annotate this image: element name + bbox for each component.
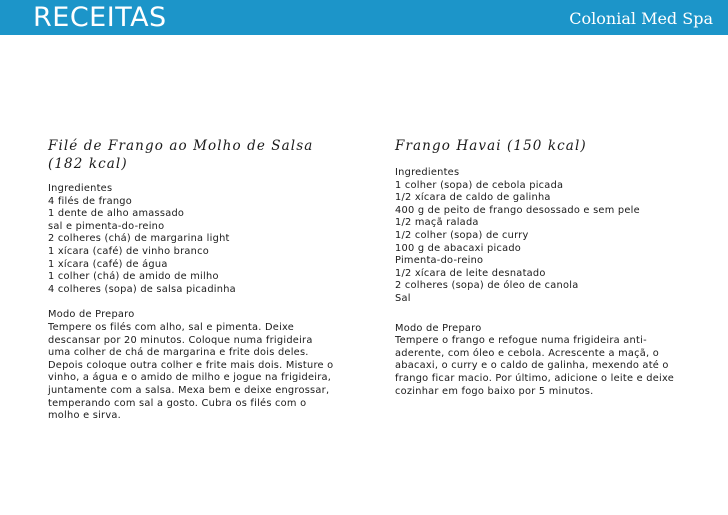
ingredients-list [395, 167, 715, 306]
method-line: cozinhar em fogo baixo por 5 minutos. [395, 385, 594, 397]
method-line: vinho, a água e o amido de milho e jogue na frigideira, [48, 372, 332, 384]
ingredients-heading: Ingredientes [48, 183, 113, 194]
list-item: Pimenta-do-reino [395, 255, 484, 267]
method-line: juntamente com a salsa. Mexa bem e deixe engrossar, [48, 384, 330, 396]
recipe-title [395, 137, 715, 167]
list-item: 1 colher (sopa) de cebola picada [395, 179, 564, 191]
brand-name: Colonial Med Spa [569, 9, 713, 28]
recipe-frango-havai [395, 137, 715, 398]
list-item: 400 g de peito de frango desossado e sem pele [395, 204, 640, 216]
list-item: 4 colheres (sopa) de salsa picadinha [48, 283, 236, 295]
list-item: 1/2 colher (sopa) de curry [395, 229, 529, 241]
header-bar [0, 0, 728, 35]
list-item: 100 g de abacaxi picado [395, 242, 522, 254]
method-line: temperando com sal a gosto. Cubra os filés com o [48, 397, 307, 409]
method-line: descansar por 20 minutos. Coloque numa frigideira [48, 334, 313, 346]
method-heading: Modo de Preparo [395, 322, 482, 334]
list-item: 4 filés de frango [48, 195, 132, 207]
list-item: 2 colheres (chá) de margarina light [48, 233, 230, 245]
recipe-title-line: Frango Havai (150 kcal) [395, 138, 587, 154]
method-line: Tempere os filés com alho, sal e pimenta. Deixe [48, 321, 295, 333]
method-line: Depois coloque outra colher e frite mais dois. Misture o [48, 359, 334, 371]
recipe-title [48, 137, 348, 173]
method-line: Tempere o frango e refogue numa frigideira anti- [395, 335, 647, 347]
recipe-title-line: (182 kcal) [48, 156, 128, 172]
recipe-file-de-frango [48, 137, 348, 423]
list-item: 1/2 xícara de leite desnatado [395, 267, 546, 279]
list-item: 1 colher (chá) de amido de milho [48, 271, 219, 283]
method-line: molho e sirva. [48, 410, 121, 422]
list-item: 1 xícara (café) de água [48, 258, 168, 270]
method-line: frango ficar macio. Por último, adicione o leite e deixe [395, 372, 674, 384]
list-item: Sal [395, 292, 411, 304]
ingredients-list [48, 183, 348, 296]
list-item: 1 xícara (café) de vinho branco [48, 245, 210, 257]
list-item: 1/2 xícara de caldo de galinha [395, 192, 551, 204]
list-item: 1 dente de alho amassado [48, 208, 185, 220]
method-line: abacaxi, o curry e o caldo de galinha, mexendo até o [395, 360, 669, 372]
page-title: RECEITAS [33, 2, 167, 33]
recipe-title-line: Filé de Frango ao Molho de Salsa [48, 138, 314, 154]
list-item: 1/2 maçã ralada [395, 217, 479, 229]
method-line: uma colher de chá de margarina e frite dois deles. [48, 347, 309, 359]
method-line: aderente, com óleo e cebola. Acrescente a maçã, o [395, 347, 659, 359]
method-section [395, 323, 715, 399]
ingredients-heading: Ingredientes [395, 167, 460, 178]
method-section [48, 309, 348, 422]
method-heading: Modo de Preparo [48, 309, 135, 321]
list-item: sal e pimenta-do-reino [48, 220, 165, 232]
list-item: 2 colheres (sopa) de óleo de canola [395, 280, 579, 292]
